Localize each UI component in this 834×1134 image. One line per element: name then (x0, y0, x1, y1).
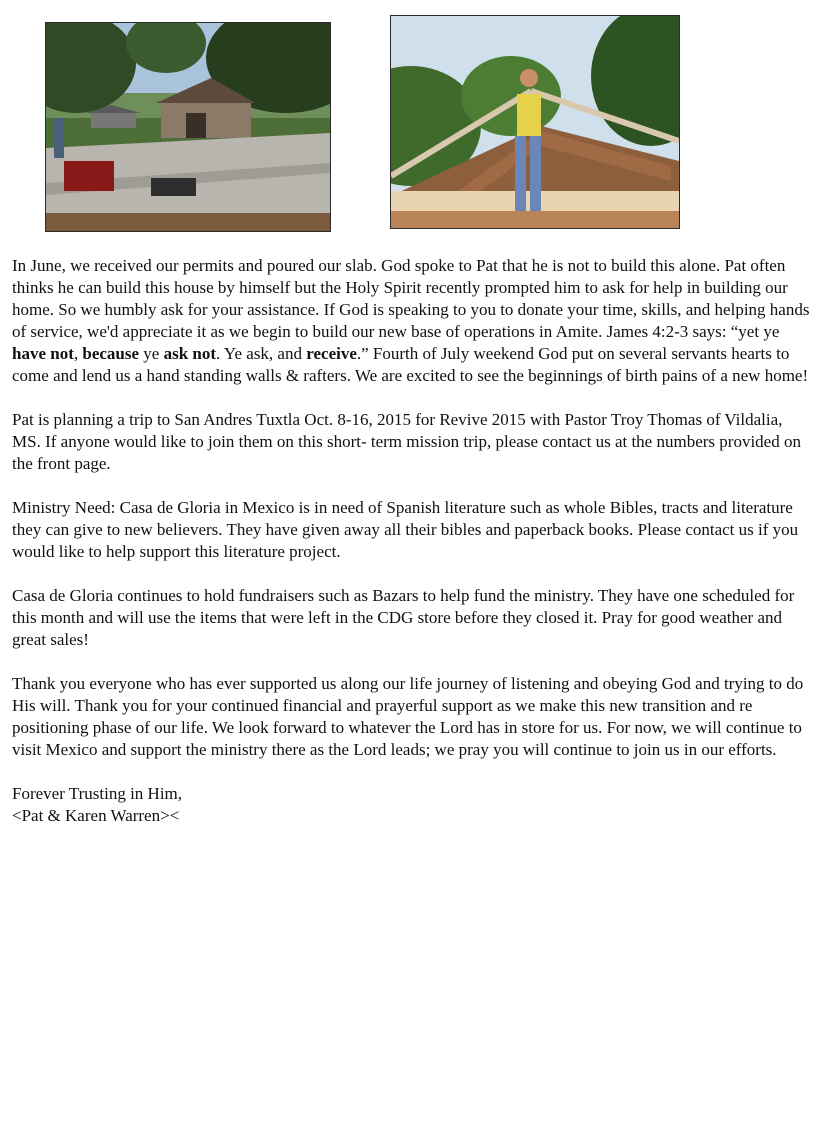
bold-text: have not (12, 344, 74, 363)
bold-text: receive (306, 344, 357, 363)
letter-body (12, 255, 812, 827)
paragraph-ministry-need: Ministry Need: Casa de Gloria in Mexico is in need of Spanish literature such as whole Bibles, tracts and literature they can give to new believers. They have given away all their bibles and paperback books. Please contact us if you would like to help support this literature project. (12, 498, 799, 561)
house-slab-image (46, 23, 330, 231)
paragraph-slab-update (12, 255, 812, 387)
text-segment: . Ye ask, and (216, 344, 307, 363)
house-slab-photo (45, 22, 331, 232)
bold-text: ask not (163, 344, 217, 363)
paragraph-thank-you: Thank you everyone who has ever supported us along our life journey of listening and obeying God and trying to do His will. Thank you for your continued financial and prayerful support as we make this new transition and re positioning phase of our life. We look forward to whatever the Lord has in store for us. For now, we will continue to visit Mexico and support the ministry there as the Lord leads; we pray you will continue to join us in our efforts. (12, 674, 804, 759)
rafters-image (391, 16, 679, 228)
rafters-photo (390, 15, 680, 229)
signature: <Pat & Karen Warren>< (12, 806, 180, 825)
paragraph-mission-trip: Pat is planning a trip to San Andres Tuxtla Oct. 8-16, 2015 for Revive 2015 with Pastor Troy Thomas of Vildalia, MS. If anyone would like to join them on this short- term mission trip, please contact us at the numbers provided on the front page. (12, 410, 801, 473)
text-segment: ye (139, 344, 164, 363)
text-segment: .” Fourth of July weekend God put on several servants hearts to come and lend us a hand standing walls & rafters. We are excited to see the beginnings of birth pains of a new home! (12, 344, 809, 385)
closing-line: Forever Trusting in Him, (12, 784, 183, 803)
bold-text: because (82, 344, 140, 363)
text-segment: In June, we received our permits and poured our slab. God spoke to Pat that he is not to build this alone. Pat often thinks he can build this house by himself but the Holy Spirit recently prompted him to ask for help in building our home. So we humbly ask for your assistance. If God is speaking to you to donate your time, skills, and helping hands of service, we'd appreciate it as we begin to build our new base of operations in Amite. James 4:2-3 says: “yet ye (12, 256, 810, 341)
text-segment: , (73, 344, 83, 363)
paragraph-fundraisers: Casa de Gloria continues to hold fundraisers such as Bazars to help fund the ministry. They have one scheduled for this month and will use the items that were left in the CDG store before they closed it. Pray for good weather and great sales! (12, 586, 795, 649)
